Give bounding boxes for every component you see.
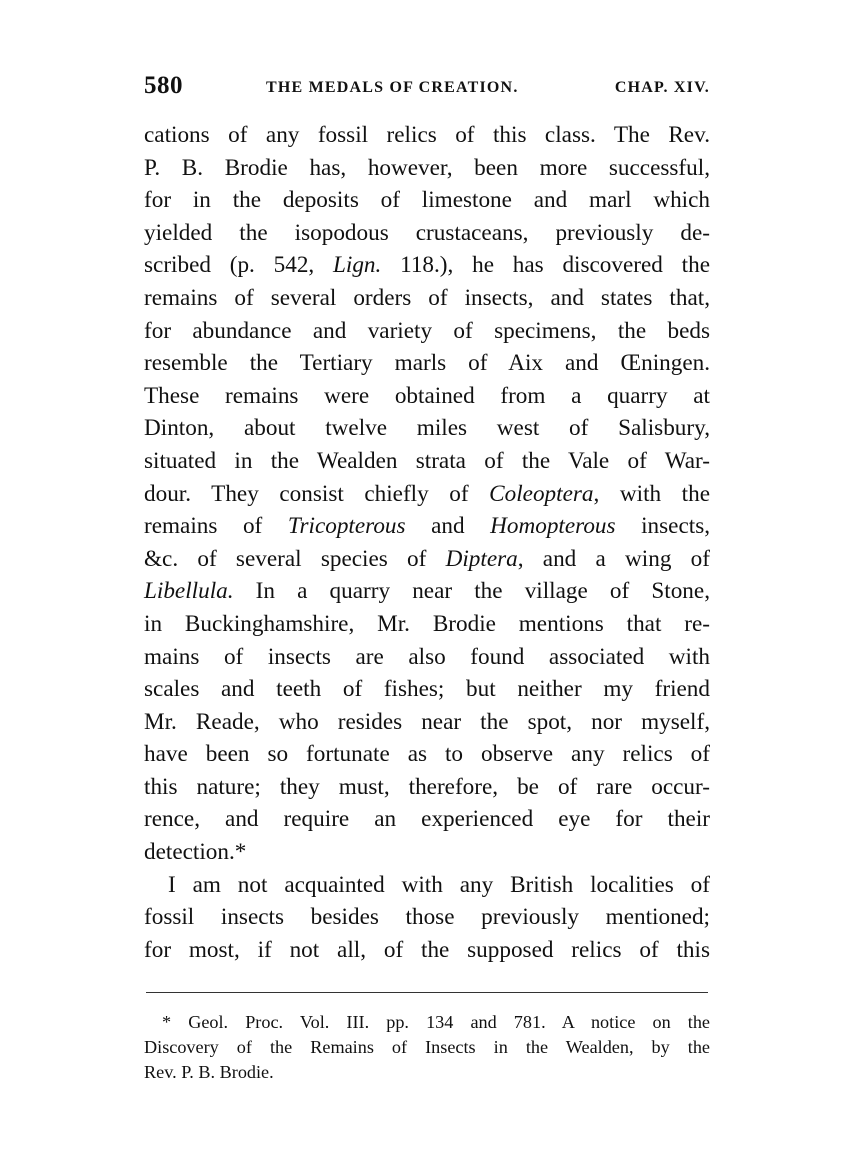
text-line: remains of Tricopterous and Homopterous insects, [144,513,711,540]
text-line: yielded the isopodous crustaceans, previously de- [144,219,710,246]
text-line: I am not acquainted with any British localities of [168,871,710,898]
text-line: this nature; they must, therefore, be of rare occur- [144,773,710,800]
running-header [144,72,710,102]
text-line: for most, if not all, of the supposed relics of this [144,936,710,963]
page-number: 580 [144,72,183,99]
text-line: detection.* [144,839,247,866]
text-line: &c. of several species of Diptera, and a wing of [144,545,710,572]
text-line: Libellula. In a quarry near the village of Stone, [144,578,710,605]
text-line: dour. They consist chiefly of Coleoptera, with the [144,480,710,507]
text-line: Dinton, about twelve miles west of Salisbury, [144,415,710,442]
footnote [144,1010,710,1085]
text-line: fossil insects besides those previously mentioned; [144,904,710,931]
text-line: resemble the Tertiary marls of Aix and Œningen. [144,350,710,377]
footnote-line: Discovery of the Remains of Insects in the Wealden, by the [144,1037,710,1057]
text-line: in Buckinghamshire, Mr. Brodie mentions that re- [144,610,710,637]
footnote-line: Rev. P. B. Brodie. [144,1062,274,1082]
text-line: situated in the Wealden strata of the Vale of War- [144,447,710,474]
text-line: These remains were obtained from a quarry at [144,382,710,409]
chapter-label: CHAP. XIV. [614,79,710,96]
body-text [144,119,710,966]
text-line: for abundance and variety of specimens, the beds [144,317,710,344]
footnote-divider [146,992,708,993]
text-line: for in the deposits of limestone and marl which [144,187,710,214]
text-line: have been so fortunate as to observe any relics of [144,741,710,768]
text-line: scribed (p. 542, Lign. 118.), he has discovered the [144,252,710,279]
text-line: scales and teeth of fishes; but neither my friend [144,676,710,703]
text-line: remains of several orders of insects, and states that, [144,284,710,311]
text-line: rence, and require an experienced eye for their [144,806,710,833]
text-line: cations of any fossil relics of this class. The Rev. [144,122,710,148]
text-line: mains of insects are also found associated with [144,643,710,670]
footnote-line: * Geol. Proc. Vol. III. pp. 134 and 781. A notice on the [162,1012,710,1032]
running-title: THE MEDALS OF CREATION. [266,79,519,96]
text-line: Mr. Reade, who resides near the spot, nor myself, [144,708,710,735]
text-line: P. B. Brodie has, however, been more successful, [144,154,710,181]
